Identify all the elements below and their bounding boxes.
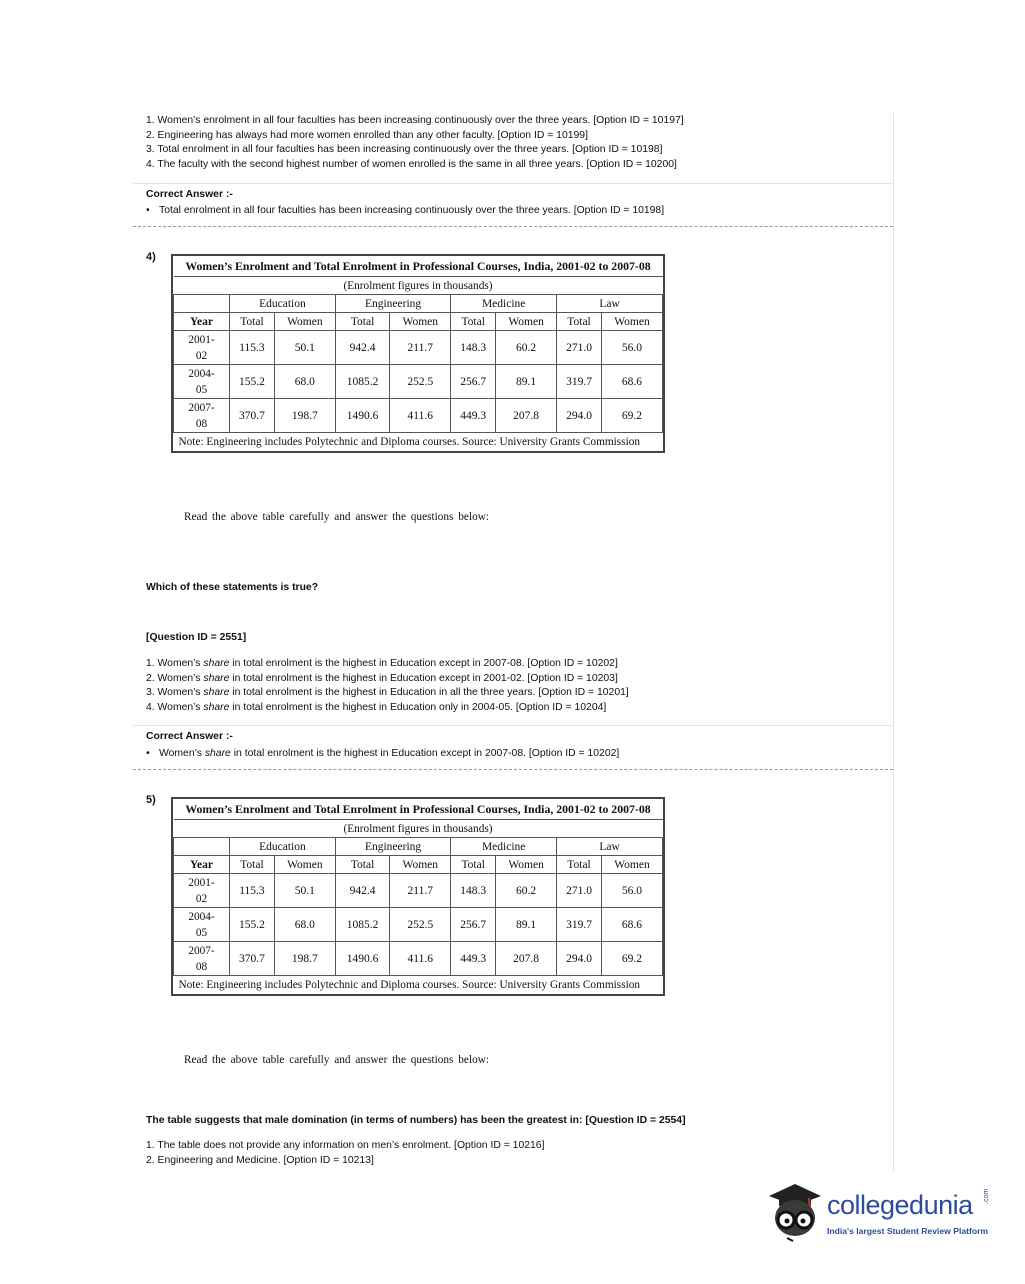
cell: 198.7: [274, 399, 335, 433]
table-title: Women’s Enrolment and Total Enrolment in Professional Courses, India, 2001-02 to 2007-08: [174, 799, 663, 820]
cell: 50.1: [274, 874, 335, 908]
cell: 155.2: [230, 365, 275, 399]
cell: 294.0: [557, 942, 602, 976]
cell: 68.0: [274, 365, 335, 399]
cell: 211.7: [390, 874, 451, 908]
cell: 56.0: [601, 874, 662, 908]
col-header: Total: [230, 856, 275, 874]
divider: [133, 183, 893, 184]
option: 1. The table does not provide any information on men’s enrolment. [Option ID = 10216]: [146, 1140, 545, 1151]
cell: 294.0: [557, 399, 602, 433]
cell: 942.4: [335, 331, 389, 365]
question-text: The table suggests that male domination (in terms of numbers) has been the greatest in: [Question ID = 2554]: [146, 1115, 686, 1126]
brand-name: collegedunia: [827, 1190, 973, 1220]
option: 2. Engineering has always had more women enrolled than any other faculty. [Option ID = 10199]: [146, 129, 588, 141]
enrolment-table: [171, 254, 665, 453]
correct-answer-label: Correct Answer :-: [146, 731, 233, 742]
group-header: Medicine: [451, 295, 557, 313]
prev-question-options: [146, 114, 684, 172]
cell: 198.7: [274, 942, 335, 976]
col-header: Women: [601, 856, 662, 874]
year-cell: 2001- 02: [174, 874, 230, 908]
group-header: Engineering: [335, 838, 450, 856]
cell: 69.2: [601, 399, 662, 433]
enrolment-table: [171, 797, 665, 996]
option: 2. Women’s share in total enrolment is the highest in Education except in 2001-02. [Option ID = 10203]: [146, 672, 618, 684]
cell: 68.6: [601, 365, 662, 399]
group-header: Law: [557, 295, 663, 313]
year-cell: 2007- 08: [174, 399, 230, 433]
cell: 449.3: [451, 942, 496, 976]
section-divider: [133, 226, 893, 227]
option: 3. Total enrolment in all four faculties has been increasing continuously over the three years. [Option ID = 10198]: [146, 144, 663, 156]
question-options: [146, 657, 629, 715]
cell: 271.0: [557, 874, 602, 908]
year-cell: 2001- 02: [174, 331, 230, 365]
correct-answer: [146, 205, 664, 216]
cell: 148.3: [451, 874, 496, 908]
read-instruction: Read the above table carefully and answer the questions below:: [184, 1054, 490, 1066]
group-header: Education: [230, 838, 336, 856]
cell: 411.6: [390, 399, 451, 433]
cell: 271.0: [557, 331, 602, 365]
question-text: Which of these statements is true?: [146, 582, 319, 593]
cell: 942.4: [335, 874, 389, 908]
cell: 69.2: [601, 942, 662, 976]
cell: 319.7: [557, 365, 602, 399]
group-header: Education: [230, 295, 336, 313]
option: 1. Women’s share in total enrolment is the highest in Education except in 2007-08. [Option ID = 10202]: [146, 658, 618, 669]
cell: 115.3: [230, 874, 275, 908]
table-note: Note: Engineering includes Polytechnic and Diploma courses. Source: University Grants Commission: [178, 979, 641, 991]
mascot-icon: [765, 1178, 827, 1244]
col-header: Total: [451, 313, 496, 331]
cell: 1085.2: [335, 908, 389, 942]
cell: 155.2: [230, 908, 275, 942]
option: 1. Women’s enrolment in all four faculties has been increasing continuously over the three years. [Option ID = 10197]: [146, 115, 684, 126]
col-header: Women: [601, 313, 662, 331]
table-subtitle: (Enrolment figures in thousands): [174, 820, 663, 838]
section-divider: [133, 769, 893, 770]
cell: 148.3: [451, 331, 496, 365]
cell: 207.8: [496, 942, 557, 976]
bullet: •: [146, 205, 150, 216]
cell: 449.3: [451, 399, 496, 433]
col-header: Women: [496, 313, 557, 331]
cell: 207.8: [496, 399, 557, 433]
cell: 370.7: [230, 942, 275, 976]
cell: 68.6: [601, 908, 662, 942]
question-number: 5): [146, 794, 156, 806]
col-header: Total: [557, 313, 602, 331]
col-header: Women: [274, 313, 335, 331]
year-header: Year: [174, 856, 230, 874]
year-cell: 2004- 05: [174, 365, 230, 399]
table-row: [174, 365, 663, 399]
correct-answer-label: Correct Answer :-: [146, 189, 233, 200]
bullet: •: [146, 748, 150, 759]
col-header: Total: [230, 313, 275, 331]
table-row: [174, 942, 663, 976]
group-header: Law: [557, 838, 663, 856]
cell: 252.5: [390, 908, 451, 942]
brand-tagline: India's largest Student Review Platform: [827, 1226, 989, 1236]
read-instruction: Read the above table carefully and answer the questions below:: [184, 511, 490, 523]
cell: 56.0: [601, 331, 662, 365]
col-header: Women: [390, 313, 451, 331]
correct-answer: • Women’s share in total enrolment is the highest in Education except in 2007-08. [Option ID = 10202]: [146, 748, 620, 759]
collegedunia-logo: [765, 1178, 995, 1248]
question-number: 4): [146, 251, 156, 263]
col-header: Total: [335, 856, 389, 874]
divider: [133, 725, 893, 726]
cell: 89.1: [496, 908, 557, 942]
col-header: Women: [274, 856, 335, 874]
cell: 256.7: [451, 365, 496, 399]
cell: 319.7: [557, 908, 602, 942]
cell: 211.7: [390, 331, 451, 365]
table-row: [174, 908, 663, 942]
option: 3. Women’s share in total enrolment is the highest in Education in all the three years. [Option ID = 10201]: [146, 687, 629, 699]
table-note: Note: Engineering includes Polytechnic and Diploma courses. Source: University Grants Commission: [178, 436, 641, 448]
col-header: Total: [557, 856, 602, 874]
cell: 1085.2: [335, 365, 389, 399]
cell: 1490.6: [335, 399, 389, 433]
cell: 1490.6: [335, 942, 389, 976]
table-row: [174, 399, 663, 433]
cell: 411.6: [390, 942, 451, 976]
cell: 89.1: [496, 365, 557, 399]
option: 2. Engineering and Medicine. [Option ID = 10213]: [146, 1154, 374, 1166]
option: 4. The faculty with the second highest number of women enrolled is the same in all three years. [Option ID = 10200]: [146, 158, 677, 170]
cell: 370.7: [230, 399, 275, 433]
col-header: Total: [451, 856, 496, 874]
col-header: Total: [335, 313, 389, 331]
table-row: [174, 874, 663, 908]
table-title: Women’s Enrolment and Total Enrolment in Professional Courses, India, 2001-02 to 2007-08: [174, 256, 663, 277]
year-cell: 2004- 05: [174, 908, 230, 942]
cell: 115.3: [230, 331, 275, 365]
cell: 252.5: [390, 365, 451, 399]
cell: 60.2: [496, 874, 557, 908]
cell: 60.2: [496, 331, 557, 365]
cell: 68.0: [274, 908, 335, 942]
year-header: Year: [174, 313, 230, 331]
col-header: Women: [496, 856, 557, 874]
year-cell: 2007- 08: [174, 942, 230, 976]
correct-answer-text: Total enrolment in all four faculties has been increasing continuously over the three years. [Option ID = 10198]: [159, 205, 665, 216]
brand-suffix: .com: [983, 1188, 990, 1204]
col-header: Women: [390, 856, 451, 874]
option: 4. Women’s share in total enrolment is the highest in Education only in 2004-05. [Option ID = 10204]: [146, 701, 607, 713]
group-header: Engineering: [335, 295, 450, 313]
question-id: [Question ID = 2551]: [146, 632, 247, 643]
cell: 256.7: [451, 908, 496, 942]
table-row: [174, 331, 663, 365]
cell: 50.1: [274, 331, 335, 365]
question-options: [146, 1139, 544, 1168]
group-header: Medicine: [451, 838, 557, 856]
table-subtitle: (Enrolment figures in thousands): [174, 277, 663, 295]
